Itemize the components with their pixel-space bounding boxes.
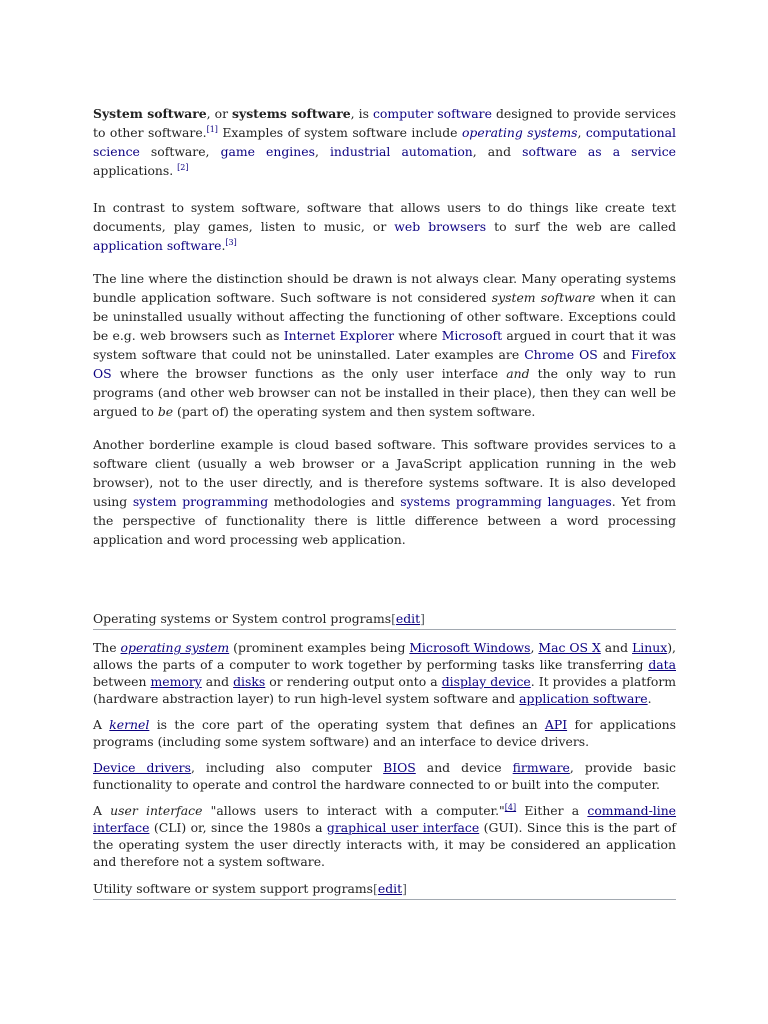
- link-software-as-a-service[interactable]: software as a service: [522, 144, 676, 159]
- edit-link[interactable]: edit: [395, 611, 421, 626]
- operating-systems-section: [93, 609, 676, 900]
- link-application-software[interactable]: application software: [93, 238, 222, 253]
- link-graphical-user-interface[interactable]: graphical user interface: [326, 820, 480, 835]
- intro-paragraph-2: In contrast to system software, software that allows users to do things like create text documents, play games, listen to music, or web browsers to surf the web are called application software.[3]: [93, 200, 676, 253]
- link-computer-software[interactable]: computer software: [372, 106, 492, 121]
- link-application-software[interactable]: application software: [519, 691, 648, 706]
- os-paragraph-2: A kernel is the core part of the operating system that defines an API for applications programs (including some system software) and an interface to device drivers.: [93, 717, 677, 749]
- link-data[interactable]: data: [648, 657, 676, 672]
- link-game-engines[interactable]: game engines: [220, 144, 315, 159]
- link-mac-os-x[interactable]: Mac OS X: [538, 640, 601, 655]
- intro-section: [93, 104, 676, 549]
- intro-paragraph-4: Another borderline example is cloud based software. This software provides services to a software client (usually a web browser or a JavaScript application running in the web browser), not to the user directly, and is therefore systems software. It is also developed using system programming methodologies and systems programming languages. Yet from the perspective of functionality there is little difference between a word processing application and word processing web application.: [93, 437, 677, 547]
- term-bold: systems software: [232, 106, 351, 121]
- link-industrial-automation[interactable]: industrial automation: [329, 144, 473, 159]
- citation-1[interactable]: [1]: [206, 125, 218, 135]
- link-operating-systems[interactable]: operating systems: [461, 125, 578, 140]
- link-firefox-os[interactable]: Firefox OS: [93, 347, 676, 381]
- link-display-device[interactable]: display device: [441, 674, 531, 689]
- os-paragraph-1: The operating system (prominent examples being Microsoft Windows, Mac OS X and Linux), allows the parts of a computer to work together by performing tasks like transferring data between memory and disks or rendering output onto a display device. It provides a platform (hardware abstraction layer) to run high-level system software and application software.: [93, 640, 676, 706]
- link-bios[interactable]: BIOS: [383, 760, 416, 775]
- link-computational-science[interactable]: computational science: [93, 125, 676, 159]
- link-api[interactable]: API: [544, 717, 568, 732]
- link-systems-programming-languages[interactable]: systems programming languages: [400, 494, 612, 509]
- edit-link[interactable]: edit: [377, 881, 403, 896]
- section-heading-utility-software: Utility software or system support programs[edit]: [93, 879, 676, 900]
- link-disks[interactable]: disks: [233, 674, 266, 689]
- link-microsoft-windows[interactable]: Microsoft Windows: [409, 640, 531, 655]
- section-heading-operating-systems: Operating systems or System control programs[edit]: [93, 609, 676, 630]
- citation-3[interactable]: [3]: [225, 238, 237, 248]
- term-bold: System software: [93, 106, 207, 121]
- link-firmware[interactable]: firmware: [512, 760, 570, 775]
- link-internet-explorer[interactable]: Internet Explorer: [283, 328, 394, 343]
- intro-paragraph-3: The line where the distinction should be drawn is not always clear. Many operating systems bundle application software. Such software is not considered system software when it can be uninstalled usually without affecting the functioning of other software. Exceptions could be e.g. web browsers such as Internet Explorer where Microsoft argued in court that it was system software that could not be uninstalled. Later examples are Chrome OS and Firefox OS where the browser functions as the only user interface and the only way to run programs (and other web browser can not be installed in their place), then they can well be argued to be (part of) the operating system and then system software.: [93, 271, 676, 419]
- link-command-line-interface[interactable]: command-line interface: [93, 803, 677, 835]
- intro-paragraph-1: System software, or systems software, is computer software designed to provide services to other software.[1] Examples of system software include operating systems, computational science software, game engines, industrial automation, and software as a service applications. [2]: [93, 106, 676, 178]
- link-linux[interactable]: Linux: [632, 640, 668, 655]
- link-operating-system[interactable]: operating system: [120, 640, 230, 655]
- link-kernel[interactable]: kernel: [109, 717, 150, 732]
- os-paragraph-4: A user interface "allows users to interact with a computer."[4] Either a command-line interface (CLI) or, since the 1980s a graphical user interface (GUI). Since this is the part of the operating system the user directly interacts with, it may be considered an application and therefore not a system software.: [93, 803, 677, 869]
- link-microsoft[interactable]: Microsoft: [441, 328, 503, 343]
- link-chrome-os[interactable]: Chrome OS: [524, 347, 598, 362]
- os-paragraph-3: Device drivers, including also computer BIOS and device firmware, provide basic functionality to operate and control the hardware connected to or built into the computer.: [93, 760, 676, 792]
- link-memory[interactable]: memory: [150, 674, 202, 689]
- link-system-programming[interactable]: system programming: [132, 494, 269, 509]
- citation-4[interactable]: [4]: [504, 803, 517, 813]
- link-device-drivers[interactable]: Device drivers: [93, 760, 191, 775]
- citation-2[interactable]: [2]: [177, 163, 189, 173]
- link-web-browsers[interactable]: web browsers: [394, 219, 487, 234]
